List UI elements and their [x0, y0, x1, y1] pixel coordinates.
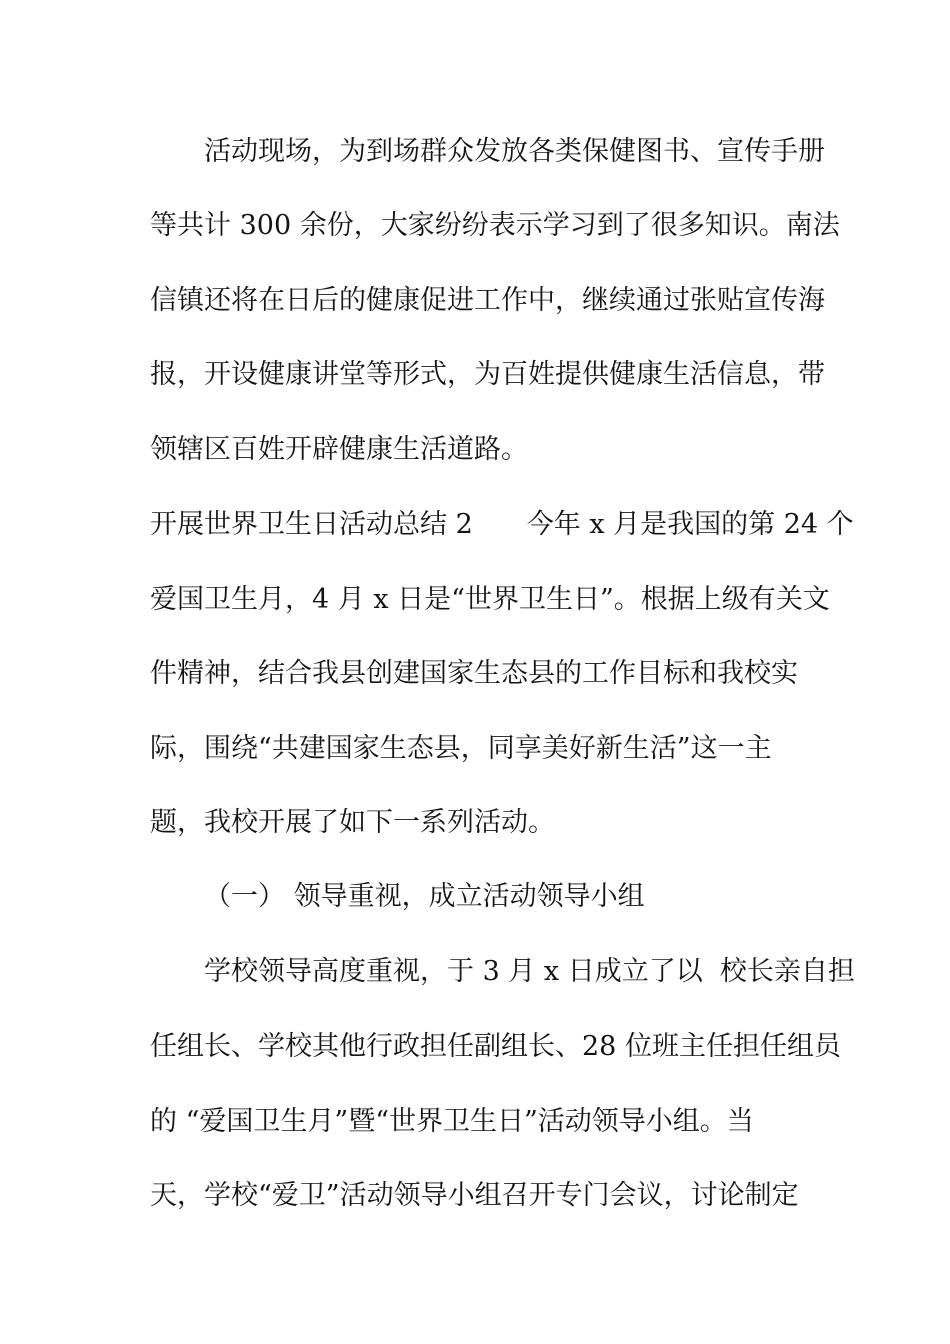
paragraph-line: 的 “爱国卫生月”暨“世界卫生日”活动领导小组。当 [150, 1106, 754, 1137]
paragraph-line: 任组长、学校其他行政担任副组长、28 位班主任担任组员 [150, 1031, 841, 1062]
paragraph-line: 学校领导高度重视，于 3 月 x 日成立了以 校长亲自担 [204, 956, 855, 987]
paragraph-line: 爱国卫生月，4 月 x 日是“世界卫生日”。根据上级有关文 [150, 584, 830, 615]
paragraph-line: 报，开设健康讲堂等形式，为百姓提供健康生活信息，带 [150, 359, 825, 390]
paragraph-line: 际，围绕“共建国家生态县，同享美好新生活”这一主 [150, 733, 772, 764]
paragraph-line: 等共计 300 余份，大家纷纷表示学习到了很多知识。南法 [150, 210, 840, 241]
paragraph-line: 件精神，结合我县创建国家生态县的工作目标和我校实 [150, 658, 798, 689]
paragraph-line: 天，学校“爱卫”活动领导小组召开专门会议，讨论制定 [150, 1180, 799, 1211]
paragraph-line: 活动现场，为到场群众发放各类保健图书、宣传手册 [204, 136, 825, 167]
paragraph-line: 题，我校开展了如下一系列活动。 [150, 807, 555, 838]
subheading-line: （一） 领导重视，成立活动领导小组 [204, 881, 645, 912]
section-heading-line: 开展世界卫生日活动总结 2 今年 x 月是我国的第 24 个 [150, 509, 854, 540]
paragraph-line: 信镇还将在日后的健康促进工作中，继续通过张贴宣传海 [150, 285, 825, 316]
paragraph-line: 领辖区百姓开辟健康生活道路。 [150, 434, 528, 465]
